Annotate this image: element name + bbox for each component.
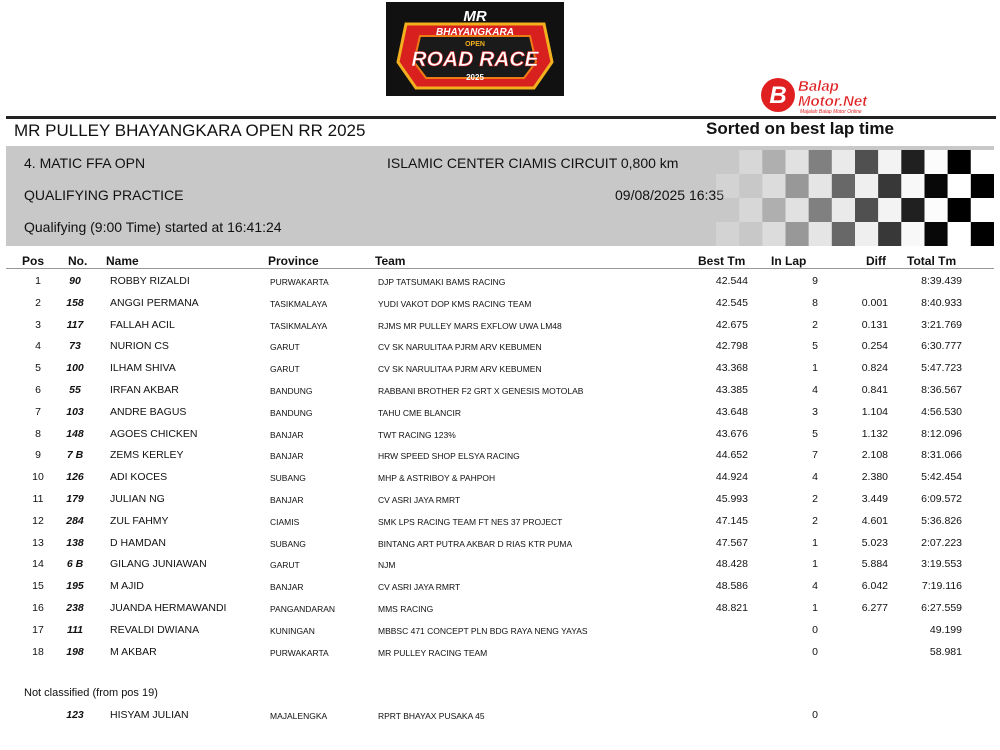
flag-square [762,222,785,246]
flag-square [832,150,855,174]
flag-square [832,174,855,198]
flag-square [809,198,832,222]
best-time-cell: 42.675 [715,318,748,331]
flag-square [716,174,739,198]
flag-square [762,198,785,222]
flag-square [855,150,878,174]
table-row [0,558,1000,578]
number-cell: 238 [66,602,84,614]
flag-square [878,174,901,198]
in-lap-cell: 9 [812,275,818,287]
rider-name: ADI KOCES [110,471,168,484]
province-cell: SUBANG [270,473,306,484]
team-cell: CV ASRI JAYA RMRT [378,582,461,593]
flag-square [786,198,809,222]
total-time-cell: 58.981 [929,645,962,658]
in-lap-cell: 4 [812,580,818,593]
pos-cell: 8 [35,427,41,440]
flag-square [878,150,901,174]
team-cell: RPRT BHAYAX PUSAKA 45 [378,711,485,721]
pos-cell: 14 [32,558,44,571]
province-cell: TASIKMALAYA [270,320,328,331]
in-lap-cell: 2 [812,493,818,505]
team-cell: MMS RACING [378,604,434,614]
logo-open: OPEN [465,41,485,48]
balapmotor-logo [758,76,918,114]
rider-name: D HAMDAN [110,536,167,549]
diff-cell: 3.449 [861,493,888,505]
rider-name: JULIAN NG [110,493,165,505]
table-row [0,493,1000,513]
flag-square [971,150,994,174]
table-row [0,709,1000,729]
flag-square [716,222,739,246]
best-time-cell: 42.798 [715,340,748,353]
flag-square [948,174,971,198]
session-name: QUALIFYING PRACTICE [24,187,184,203]
col-header-no: No. [68,254,88,268]
pos-cell: 3 [35,318,41,331]
rider-name: ANGGI PERMANA [110,296,199,309]
number-cell: 117 [66,318,84,331]
flag-square [855,222,878,246]
total-time-cell: 3:21.769 [921,318,962,331]
table-row [0,580,1000,600]
province-cell: GARUT [270,560,300,571]
flag-square [901,150,924,174]
number-cell: 100 [66,362,84,375]
flag-square [762,174,785,198]
flag-square [855,198,878,222]
team-cell: MBBSC 471 CONCEPT PLN BDG RAYA NENG YAYAS [378,625,588,636]
table-row [0,515,1000,535]
total-time-cell: 5:47.723 [921,362,962,375]
col-header-in-lap: In Lap [771,254,807,268]
province-cell: PURWAKARTA [270,277,329,287]
table-row [0,624,1000,644]
rider-name: ZUL FAHMY [110,514,169,527]
in-lap-cell: 4 [812,471,818,484]
diff-cell: 2.108 [861,449,888,462]
number-cell: 284 [66,514,84,527]
logo-bhayangkara: BHAYANGKARA [436,27,514,38]
flag-square [925,222,948,246]
table-row [0,406,1000,426]
rider-name: M AKBAR [110,645,157,658]
not-classified-label: Not classified (from pos 19) [24,687,158,699]
pos-cell: 12 [32,514,44,527]
number-cell: 148 [66,427,84,440]
flag-square [948,222,971,246]
flag-square [878,222,901,246]
team-cell: YUDI VAKOT DOP KMS RACING TEAM [378,298,532,309]
flag-square [878,198,901,222]
col-header-total: Total Tm [907,254,957,268]
best-time-cell: 47.145 [715,514,748,527]
brand-tagline: Majalah Balap Motor Online [800,109,862,114]
total-time-cell: 8:39.439 [921,275,962,287]
flag-square [786,174,809,198]
flag-square [786,150,809,174]
pos-cell: 4 [35,340,41,353]
rider-name: ZEMS KERLEY [110,449,184,462]
number-cell: 198 [66,645,84,658]
checkered-flag-icon [716,150,994,246]
total-time-cell: 8:31.066 [921,449,962,462]
rider-name: FALLAH ACIL [110,318,175,331]
svg-text:B: B [769,82,787,109]
province-cell: CIAMIS [270,516,300,527]
number-cell: 103 [66,405,84,418]
best-time-cell: 48.428 [715,558,748,571]
flag-square [971,198,994,222]
total-time-cell: 4:56.530 [921,405,962,418]
event-title: MR PULLEY BHAYANGKARA OPEN RR 2025 [14,121,366,140]
class-name: 4. MATIC FFA OPN [24,155,146,171]
province-cell: BANJAR [270,429,304,440]
rider-name: M AJID [110,580,144,593]
flag-square [809,174,832,198]
brand-line1: Balap [798,78,839,95]
total-time-cell: 6:27.559 [921,602,962,614]
flag-square [971,222,994,246]
diff-cell: 4.601 [861,514,888,527]
flag-square [925,150,948,174]
table-row [0,428,1000,448]
col-header-diff: Diff [866,254,886,268]
flag-square [832,198,855,222]
province-cell: SUBANG [270,538,306,549]
col-header-team: Team [375,254,406,268]
province-cell: KUNINGAN [270,625,315,636]
in-lap-cell: 0 [812,645,818,658]
in-lap-cell: 7 [812,449,818,462]
flag-square [925,198,948,222]
rider-name: HISYAM JULIAN [110,709,189,721]
table-row [0,275,1000,295]
pos-cell: 6 [35,384,41,396]
col-header-province: Province [268,254,319,268]
best-time-cell: 48.586 [715,580,748,593]
team-cell: MR PULLEY RACING TEAM [378,647,488,658]
best-time-cell: 43.385 [715,384,748,396]
rider-name: IRFAN AKBAR [110,384,179,396]
col-header-pos: Pos [22,254,45,268]
diff-cell: 2.380 [861,471,888,484]
number-cell: 111 [67,623,83,636]
rider-name: JUANDA HERMAWANDI [110,602,227,614]
diff-cell: 1.104 [861,405,888,418]
sort-note: Sorted on best lap time [706,119,894,138]
in-lap-cell: 8 [812,296,818,309]
table-row [0,362,1000,382]
pos-cell: 10 [32,471,44,484]
session-datetime: 09/08/2025 16:35 [615,187,724,203]
best-time-cell: 44.924 [715,471,748,484]
team-cell: SMK LPS RACING TEAM FT NES 37 PROJECT [378,516,563,527]
in-lap-cell: 2 [812,318,818,331]
best-time-cell: 43.648 [715,405,748,418]
table-row [0,449,1000,469]
number-cell: 126 [66,471,84,484]
province-cell: MAJALENGKA [270,711,328,721]
best-time-cell: 43.368 [715,362,748,375]
number-cell: 179 [66,493,84,505]
rider-name: ANDRE BAGUS [110,405,187,418]
logo-year: 2025 [466,73,484,82]
flag-square [739,198,762,222]
number-cell: 138 [66,536,84,549]
table-row [0,384,1000,404]
table-row [0,537,1000,557]
flag-square [786,222,809,246]
flag-square [901,174,924,198]
province-cell: PURWAKARTA [270,647,329,658]
flag-square [739,150,762,174]
flag-square [809,150,832,174]
diff-cell: 6.277 [861,602,888,614]
table-row [0,297,1000,317]
province-cell: BANDUNG [270,386,313,396]
team-cell: NJM [378,560,396,571]
pos-cell: 7 [35,405,41,418]
total-time-cell: 8:36.567 [921,384,962,396]
in-lap-cell: 1 [812,536,818,549]
total-time-cell: 8:12.096 [921,427,962,440]
flag-square [855,174,878,198]
total-time-cell: 6:09.572 [921,493,962,505]
table-row [0,602,1000,622]
number-cell: 195 [66,580,84,593]
team-cell: CV SK NARULITAA PJRM ARV KEBUMEN [378,364,542,375]
flag-square [948,150,971,174]
rider-name: ROBBY RIZALDI [110,275,190,287]
logo-road-race: ROAD RACE [411,48,539,71]
in-lap-cell: 5 [812,340,818,353]
number-cell: 55 [69,384,81,396]
in-lap-cell: 4 [812,384,818,396]
header-divider [6,268,994,269]
number-cell: 6 B [66,558,84,571]
total-time-cell: 7:19.116 [921,580,962,593]
province-cell: GARUT [270,342,300,353]
number-cell: 90 [69,275,81,287]
total-time-cell: 3:19.553 [921,558,962,571]
best-time-cell: 48.821 [715,602,748,614]
best-time-cell: 42.544 [715,275,748,287]
province-cell: BANJAR [270,451,304,462]
total-time-cell: 49.199 [929,623,962,636]
circuit-name: ISLAMIC CENTER CIAMIS CIRCUIT 0,800 km [387,155,679,171]
pos-cell: 17 [32,623,44,636]
team-cell: HRW SPEED SHOP ELSYA RACING [378,451,520,462]
team-cell: TAHU CME BLANCIR [378,407,461,418]
pos-cell: 1 [35,275,41,287]
table-row [0,646,1000,666]
flag-square [948,198,971,222]
province-cell: BANJAR [270,495,304,505]
pos-cell: 2 [35,296,41,309]
in-lap-cell: 1 [812,362,818,375]
flag-square [901,222,924,246]
total-time-cell: 5:36.826 [921,514,962,527]
diff-cell: 6.042 [861,580,888,593]
best-time-cell: 43.676 [715,427,748,440]
flag-square [762,150,785,174]
number-cell: 73 [69,340,81,353]
rider-name: REVALDI DWIANA [110,623,200,636]
province-cell: PANGANDARAN [270,604,336,614]
flag-square [901,198,924,222]
best-time-cell: 47.567 [715,536,748,549]
col-header-best: Best Tm [698,254,746,268]
number-cell: 123 [66,709,84,721]
table-row [0,319,1000,339]
pos-cell: 16 [32,602,44,614]
team-cell: MHP & ASTRIBOY & PAHPOH [378,473,496,484]
province-cell: GARUT [270,364,300,375]
number-cell: 158 [66,296,84,309]
pos-cell: 15 [32,580,44,593]
pos-cell: 18 [32,645,44,658]
diff-cell: 5.023 [861,536,888,549]
brand-line2: Motor.Net [798,93,868,110]
rider-name: AGOES CHICKEN [110,427,198,440]
pos-cell: 5 [35,362,41,375]
rider-name: NURION CS [110,340,169,353]
team-cell: RJMS MR PULLEY MARS EXFLOW UWA LM48 [378,320,562,331]
best-time-cell: 44.652 [715,449,748,462]
best-time-cell: 45.993 [715,493,748,505]
team-cell: CV SK NARULITAA PJRM ARV KEBUMEN [378,342,542,353]
team-cell: RABBANI BROTHER F2 GRT X GENESIS MOTOLAB [378,386,584,396]
flag-square [809,222,832,246]
best-time-cell: 42.545 [715,296,748,309]
diff-cell: 5.884 [861,558,888,571]
diff-cell: 0.824 [861,362,888,375]
flag-square [925,174,948,198]
total-time-cell: 8:40.933 [921,296,962,309]
total-time-cell: 5:42.454 [921,471,962,484]
number-cell: 7 B [66,449,84,462]
in-lap-cell: 1 [812,558,818,571]
team-cell: TWT RACING 123% [378,429,456,440]
in-lap-cell: 5 [812,427,818,440]
in-lap-cell: 2 [812,514,818,527]
in-lap-cell: 0 [812,709,818,721]
province-cell: BANDUNG [270,407,313,418]
team-cell: DJP TATSUMAKI BAMS RACING [378,277,506,287]
in-lap-cell: 3 [812,405,818,418]
flag-square [832,222,855,246]
event-logo [386,2,564,96]
diff-cell: 0.001 [861,296,888,309]
rider-name: GILANG JUNIAWAN [110,558,207,571]
diff-cell: 0.131 [861,318,888,331]
table-row [0,340,1000,360]
team-cell: CV ASRI JAYA RMRT [378,495,461,505]
province-cell: TASIKMALAYA [270,298,328,309]
in-lap-cell: 1 [812,602,818,614]
session-start: Qualifying (9:00 Time) started at 16:41:24 [24,219,282,235]
col-header-name: Name [106,254,139,268]
diff-cell: 0.841 [861,384,888,396]
pos-cell: 13 [32,536,44,549]
flag-square [971,174,994,198]
total-time-cell: 2:07.223 [921,536,962,549]
diff-cell: 0.254 [861,340,888,353]
province-cell: BANJAR [270,582,304,593]
total-time-cell: 6:30.777 [921,340,962,353]
pos-cell: 9 [35,449,41,462]
table-row [0,471,1000,491]
diff-cell: 1.132 [861,427,888,440]
pos-cell: 11 [32,493,44,505]
logo-mr: MR [463,8,487,25]
rider-name: ILHAM SHIVA [110,362,176,375]
in-lap-cell: 0 [812,623,818,636]
team-cell: BINTANG ART PUTRA AKBAR D RIAS KTR PUMA [378,538,573,549]
